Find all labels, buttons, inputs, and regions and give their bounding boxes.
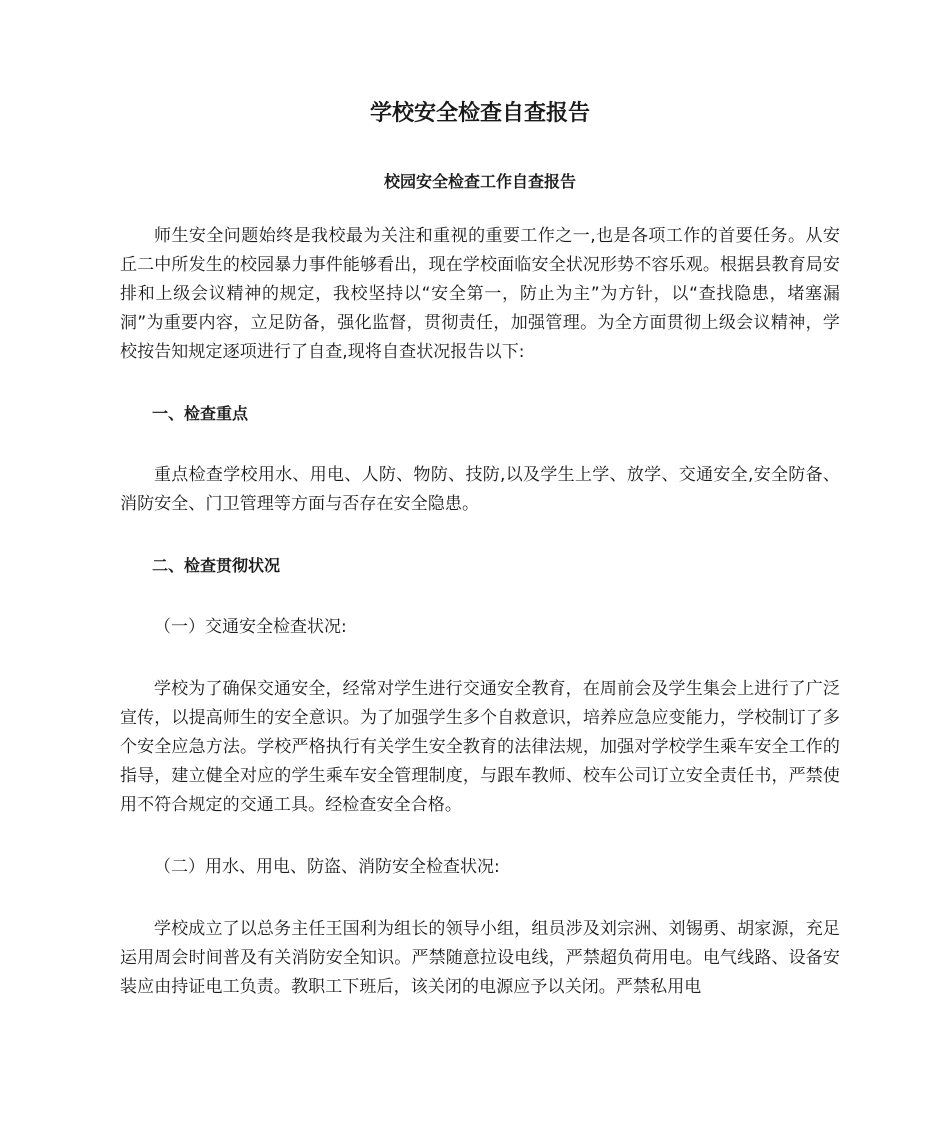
subsection-heading-utility-fire-safety: （二）用水、用电、防盗、消防安全检查状况: xyxy=(154,857,500,877)
section-paragraph-inspection-focus: 重点检查学校用水、用电、人防、物防、技防,以及学生上学、放学、交通安全,安全防备、消防安全、门卫管理等方面与否存在安全隐患。 xyxy=(120,465,840,514)
subsection-paragraph-traffic-safety: 学校为了确保交通安全，经常对学生进行交通安全教育，在周前会及学生集会上进行了广泛宣传，以提高师生的安全意识。为了加强学生多个自救意识，培养应急应变能力，学校制订了多个安全应急方法。学校严格执行有关学生安全教育的法律法规，加强对学校学生乘车安全工作的指导，建立健全对应的学生乘车安全管理制度，与跟车教师、校车公司订立安全责任书，严禁使用不符合规定的交通工具。经检查安全合格。 xyxy=(120,679,840,815)
document-subtitle: 校园安全检查工作自查报告 xyxy=(383,172,576,191)
subsection-heading-traffic-safety: （一）交通安全检查状况: xyxy=(154,617,347,637)
section-heading-inspection-status: 二、检查贯彻状况 xyxy=(152,556,281,575)
section-heading-inspection-focus: 一、检查重点 xyxy=(152,404,249,423)
intro-paragraph: 师生安全问题始终是我校最为关注和重视的重要工作之一,也是各项工作的首要任务。从安丘二中所发生的校园暴力事件能够看出，现在学校面临安全状况形势不容乐观。根据县教育局安排和上级会议精神的规定，我校坚持以“安全第一，防止为主”为方针，以“查找隐患，堵塞漏洞”为重要内容，立足防备，强化监督，贯彻责任，加强管理。为全方面贯彻上级会议精神，学校按告知规定逐项进行了自查,现将自查状况报告以下: xyxy=(120,226,840,362)
document-body xyxy=(120,96,840,1002)
document-title: 学校安全检查自查报告 xyxy=(369,101,590,126)
subsection-paragraph-utility-fire-safety: 学校成立了以总务主任王国利为组长的领导小组，组员涉及刘宗洲、刘锡勇、胡家源，充足运用周会时间普及有关消防安全知识。严禁随意拉设电线，严禁超负荷用电。电气线路、设备安装应由持证电工负责。教职工下班后，该关闭的电源应予以关闭。严禁私用电 xyxy=(120,919,840,997)
